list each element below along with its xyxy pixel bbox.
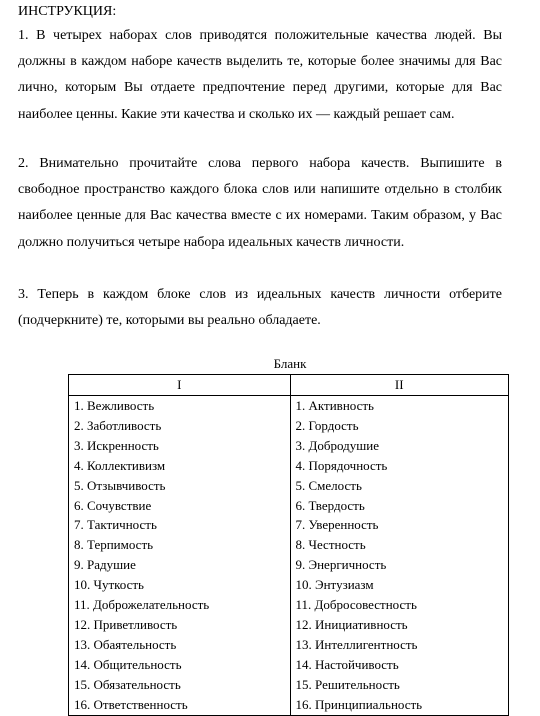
table-row <box>69 515 509 535</box>
table-row <box>69 535 509 555</box>
table-row <box>69 456 509 476</box>
quality-cell-col2: 5. Смелость <box>290 476 508 496</box>
quality-cell-col2: 6. Твердость <box>290 496 508 516</box>
quality-cell-col1: 16. Ответственность <box>69 695 291 715</box>
quality-cell-col2: 8. Честность <box>290 535 508 555</box>
quality-cell-col2: 10. Энтузиазм <box>290 575 508 595</box>
quality-cell-col1: 11. Доброжелательность <box>69 595 291 615</box>
quality-cell-col2: 11. Добросовестность <box>290 595 508 615</box>
quality-cell-col1: 14. Общительность <box>69 655 291 675</box>
quality-cell-col1: 2. Заботливость <box>69 416 291 436</box>
table-row <box>69 555 509 575</box>
quality-cell-col1: 10. Чуткость <box>69 575 291 595</box>
table-row <box>69 635 509 655</box>
table-header-row <box>69 375 509 396</box>
quality-cell-col2: 4. Порядочность <box>290 456 508 476</box>
quality-cell-col2: 7. Уверенность <box>290 515 508 535</box>
instruction-paragraph-1: 1. В четырех наборах слов приводятся положительные качества людей. Вы должны в каждом наборе качеств выделить те, которые более значимы для Вас лично, которым Вы отдаете предпочтение перед другими, которые для Вас наиболее ценны. Какие эти качества и сколько их — каждый решает сам. <box>18 28 502 122</box>
quality-cell-col1: 13. Обаятельность <box>69 635 291 655</box>
table-row <box>69 675 509 695</box>
table-row <box>69 615 509 635</box>
table-row <box>69 695 509 715</box>
quality-cell-col1: 1. Вежливость <box>69 396 291 416</box>
qualities-table <box>68 374 509 716</box>
quality-cell-col1: 5. Отзывчивость <box>69 476 291 496</box>
blank-title: Бланк <box>273 356 307 371</box>
table-row <box>69 655 509 675</box>
quality-cell-col1: 8. Терпимость <box>69 535 291 555</box>
quality-cell-col2: 13. Интеллигентность <box>290 635 508 655</box>
instruction-paragraph-3: 3. Теперь в каждом блоке слов из идеальных качеств личности отберите (подчеркните) те, которыми вы реально обладаете. <box>18 287 502 329</box>
table-row <box>69 595 509 615</box>
quality-cell-col1: 4. Коллективизм <box>69 456 291 476</box>
quality-cell-col1: 9. Радушие <box>69 555 291 575</box>
column-header-2: II <box>290 375 508 396</box>
table-row <box>69 575 509 595</box>
quality-cell-col2: 3. Добродушие <box>290 436 508 456</box>
quality-cell-col1: 15. Обязательность <box>69 675 291 695</box>
quality-cell-col2: 9. Энергичность <box>290 555 508 575</box>
instruction-heading: ИНСТРУКЦИЯ: <box>18 4 117 19</box>
column-header-1: I <box>69 375 291 396</box>
quality-cell-col2: 16. Принципиальность <box>290 695 508 715</box>
quality-cell-col2: 1. Активность <box>290 396 508 416</box>
quality-cell-col1: 3. Искренность <box>69 436 291 456</box>
quality-cell-col2: 15. Решительность <box>290 675 508 695</box>
quality-cell-col2: 14. Настойчивость <box>290 655 508 675</box>
quality-cell-col1: 12. Приветливость <box>69 615 291 635</box>
quality-cell-col1: 7. Тактичность <box>69 515 291 535</box>
quality-cell-col2: 2. Гордость <box>290 416 508 436</box>
table-body <box>69 396 509 716</box>
quality-cell-col1: 6. Сочувствие <box>69 496 291 516</box>
table-row <box>69 496 509 516</box>
quality-cell-col2: 12. Инициативность <box>290 615 508 635</box>
table-row <box>69 416 509 436</box>
table-row <box>69 436 509 456</box>
instruction-paragraph-2: 2. Внимательно прочитайте слова первого набора качеств. Выпишите в свободное пространство каждого блока слов или напишите отдельно в столбик наиболее ценные для Вас качества вместе с их номерами. Таким образом, у Вас должно получиться четыре набора идеальных качеств личности. <box>18 156 502 250</box>
table-row <box>69 396 509 416</box>
table-row <box>69 476 509 496</box>
